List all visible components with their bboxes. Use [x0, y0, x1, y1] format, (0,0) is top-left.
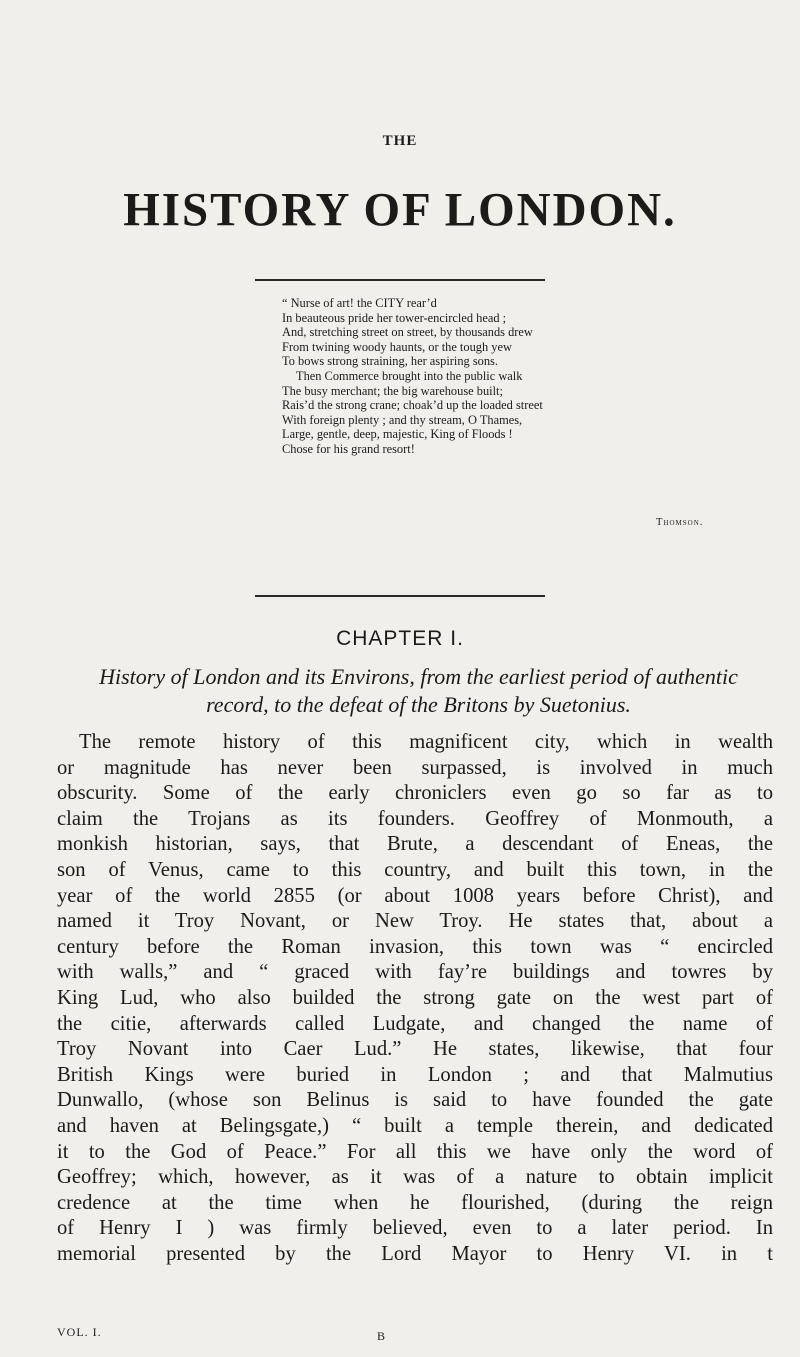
body-line: of Henry I ) was firmly believed, even to a later period. In	[57, 1217, 773, 1240]
body-line: or magnitude has never been surpassed, is involved in much	[57, 756, 773, 779]
body-line: year of the world 2855 (or about 1008 years before Christ), and	[57, 884, 773, 907]
epigraph-poem	[282, 296, 752, 457]
body-line: century before the Roman invasion, this town was “ encircled	[57, 935, 773, 958]
poem-line: With foreign plenty ; and thy stream, O Thames,	[282, 412, 523, 427]
poem-line: The busy merchant; the big warehouse built;	[282, 383, 503, 398]
signature-mark: B	[377, 1329, 387, 1343]
poem-line: Rais’d the strong crane; choak’d up the loaded street	[282, 398, 543, 413]
body-line: the citie, afterwards called Ludgate, and changed the name of	[57, 1012, 773, 1035]
poem-line: Chose for his grand resort!	[282, 441, 415, 456]
divider-rule-bottom	[255, 595, 545, 597]
body-line: Troy Novant into Caer Lud.” He states, likewise, that four	[57, 1038, 773, 1061]
body-line: monkish historian, says, that Brute, a descendant of Eneas, the	[57, 833, 773, 856]
body-line: credence at the time when he flourished, (during the reign	[57, 1191, 773, 1214]
poem-line: In beauteous pride her tower-encircled head ;	[282, 310, 507, 325]
poem-line: Large, gentle, deep, majestic, King of Floods !	[282, 427, 513, 442]
poem-attribution: Thomson.	[656, 517, 704, 528]
body-line: and haven at Belingsgate,) “ built a temple therein, and dedicated	[57, 1114, 773, 1137]
body-line: claim the Trojans as its founders. Geoffrey of Monmouth, a	[57, 807, 773, 830]
pre-title: THE	[382, 133, 418, 149]
body-line: obscurity. Some of the early chroniclers even go so far as to	[57, 782, 773, 805]
book-title: HISTORY OF LONDON.	[123, 183, 677, 237]
body-line: King Lud, who also builded the strong gate on the west part of	[57, 986, 773, 1009]
body-line: memorial presented by the Lord Mayor to Henry VI. in t	[57, 1242, 773, 1265]
body-line: with walls,” and “ graced with fay’re buildings and towres by	[57, 961, 773, 984]
body-line: Geoffrey; which, however, as it was of a nature to obtain implicit	[57, 1166, 773, 1189]
chapter-heading: CHAPTER I.	[336, 627, 464, 650]
poem-line: “ Nurse of art! the CITY rear’d	[282, 296, 437, 310]
body-line: British Kings were buried in London ; and that Malmutius	[57, 1063, 773, 1086]
poem-line: Then Commerce brought into the public walk	[296, 368, 523, 383]
body-line: named it Troy Novant, or New Troy. He states that, about a	[57, 910, 773, 933]
body-line: it to the God of Peace.” For all this we have only the word of	[57, 1140, 773, 1163]
volume-label: VOL. I.	[57, 1325, 102, 1339]
page-footer	[57, 1325, 773, 1343]
chapter-subtitle: History of London and its Environs, from the earliest period of authentic record, to the defeat of the Britons by Suetonius.	[99, 664, 738, 717]
body-line: Dunwallo, (whose son Belinus is said to have founded the gate	[57, 1089, 773, 1112]
body-paragraph	[57, 730, 773, 1267]
poem-line: From twining woody haunts, or the tough yew	[282, 339, 512, 354]
poem-line: And, stretching street on street, by thousands drew	[282, 325, 533, 340]
body-line: The remote history of this magnificent city, which in wealth	[79, 731, 773, 753]
body-line: son of Venus, came to this country, and built this town, in the	[57, 858, 773, 881]
poem-line: To bows strong straining, her aspiring sons.	[282, 354, 498, 369]
divider-rule-top	[255, 279, 545, 281]
